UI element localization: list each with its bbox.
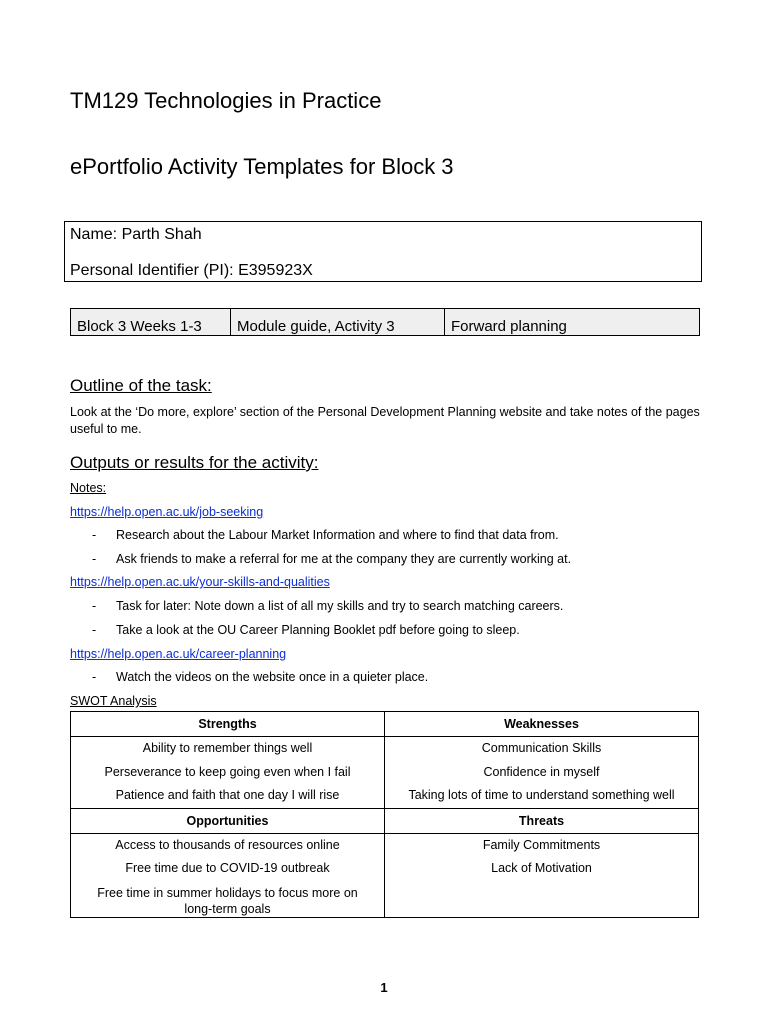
bullet-marker: - bbox=[92, 599, 97, 613]
outline-heading: Outline of the task: bbox=[70, 376, 212, 395]
page-number: 1 bbox=[380, 980, 388, 995]
name-line: Name: Parth Shah bbox=[70, 226, 202, 243]
document-title: TM129 Technologies in Practice bbox=[70, 88, 382, 113]
skills-qualities-link[interactable]: https://help.open.ac.uk/your-skills-and-qualities bbox=[70, 575, 330, 589]
pi-line: Personal Identifier (PI): E395923X bbox=[70, 262, 313, 279]
career-planning-link[interactable]: https://help.open.ac.uk/career-planning bbox=[70, 647, 287, 661]
opportunity-item: Access to thousands of resources online bbox=[115, 837, 340, 852]
swot-label: SWOT Analysis bbox=[70, 694, 157, 708]
threat-item: Family Commitments bbox=[482, 837, 601, 852]
list-item-text: Task for later: Note down a list of all my skills and try to search matching careers. bbox=[116, 599, 564, 613]
list-item-text: Watch the videos on the website once in a quieter place. bbox=[116, 670, 429, 684]
notes-label: Notes: bbox=[70, 481, 107, 495]
weaknesses-cell bbox=[385, 737, 699, 809]
block-cell: Block 3 Weeks 1-3 bbox=[71, 309, 231, 336]
block-info-table bbox=[70, 308, 700, 336]
weakness-item: Communication Skills bbox=[481, 741, 602, 755]
strength-item: Patience and faith that one day I will rise bbox=[115, 788, 340, 802]
outputs-heading: Outputs or results for the activity: bbox=[70, 453, 319, 472]
weakness-item: Confidence in myself bbox=[483, 764, 600, 779]
weaknesses-header: Weaknesses bbox=[385, 712, 699, 737]
job-seeking-link[interactable]: https://help.open.ac.uk/job-seeking bbox=[70, 505, 264, 519]
threats-cell bbox=[385, 833, 699, 917]
document-subtitle: ePortfolio Activity Templates for Block 3 bbox=[70, 154, 454, 179]
bullet-marker: - bbox=[92, 670, 97, 684]
module-guide-cell: Module guide, Activity 3 bbox=[231, 309, 445, 336]
strength-item: Perseverance to keep going even when I fail bbox=[104, 764, 351, 779]
list-item-text: Take a look at the OU Career Planning Booklet pdf before going to sleep. bbox=[116, 623, 520, 637]
threat-item: Lack of Motivation bbox=[491, 861, 592, 875]
list-item-text: Research about the Labour Market Information and where to find that data from. bbox=[116, 528, 559, 542]
threats-header: Threats bbox=[385, 808, 699, 833]
weakness-item: Taking lots of time to understand something well bbox=[408, 788, 675, 802]
outline-text: Look at the ‘Do more, explore’ section of the Personal Development Planning website and take notes of the pages useful to me. bbox=[70, 405, 700, 436]
opportunity-item: Free time due to COVID-19 outbreak bbox=[125, 861, 330, 875]
identity-box bbox=[64, 221, 702, 282]
swot-table bbox=[70, 711, 699, 918]
strengths-cell bbox=[71, 737, 385, 809]
opportunities-cell bbox=[71, 833, 385, 917]
opportunity-item: Free time in summer holidays to focus more on long-term goals bbox=[97, 885, 358, 916]
strength-item: Ability to remember things well bbox=[142, 741, 313, 755]
list-item-text: Ask friends to make a referral for me at the company they are currently working at. bbox=[116, 552, 572, 566]
activity-name-cell: Forward planning bbox=[445, 309, 700, 336]
bullet-marker: - bbox=[92, 623, 97, 637]
opportunities-header: Opportunities bbox=[71, 808, 385, 833]
bullet-marker: - bbox=[92, 528, 97, 542]
bullet-marker: - bbox=[92, 552, 97, 566]
strengths-header: Strengths bbox=[71, 712, 385, 737]
